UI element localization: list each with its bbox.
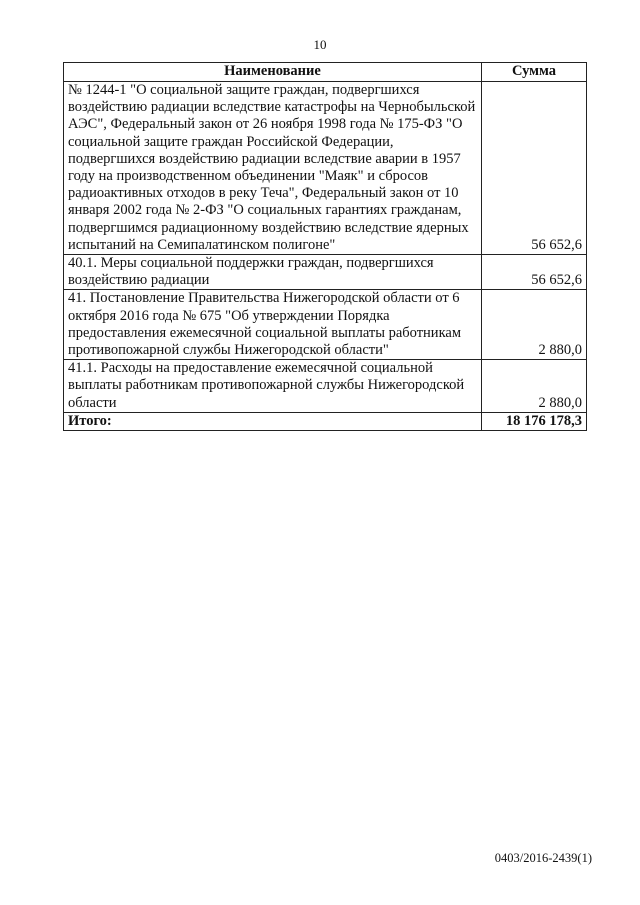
row-amount: 56 652,6: [482, 82, 587, 255]
budget-table: [63, 62, 587, 431]
header-name: Наименование: [64, 63, 482, 82]
row-amount: 56 652,6: [482, 255, 587, 290]
document-code: 0403/2016-2439(1): [494, 851, 592, 865]
page-number: 10: [313, 37, 327, 52]
row-amount: 2 880,0: [482, 360, 587, 413]
row-name: 41. Постановление Правительства Нижегородской области от 6 октября 2016 года № 675 "Об утверждении Порядка предоставления ежемесячной социальной выплаты работникам противопожарной службы Нижегородской области": [64, 290, 482, 360]
row-name: 40.1. Меры социальной поддержки граждан, подвергшихся воздействию радиации: [64, 255, 482, 290]
row-amount: 2 880,0: [482, 290, 587, 360]
total-label: Итого:: [64, 412, 482, 430]
table-row: [64, 290, 587, 360]
table-header-row: [64, 63, 587, 82]
row-name: № 1244-1 "О социальной защите граждан, подвергшихся воздействию радиации вследствие катастрофы на Чернобыльской АЭС", Федеральный закон от 26 ноября 1998 года № 175-ФЗ "О социальной защите граждан Российской Федерации, подвергшихся воздействию радиации вследствие аварии в 1957 году на производственном объединении "Маяк" и сбросов радиоактивных отходов в реку Теча", Федеральный закон от 10 января 2002 года № 2-ФЗ "О социальных гарантиях гражданам, подвергшимся радиационному воздействию вследствие ядерных испытаний на Семипалатинском полигоне": [64, 82, 482, 255]
total-amount: 18 176 178,3: [482, 412, 587, 430]
row-name: 41.1. Расходы на предоставление ежемесячной социальной выплаты работникам противопожарной службы Нижегородской области: [64, 360, 482, 413]
total-row: [64, 412, 587, 430]
table-row: [64, 360, 587, 413]
table-row: [64, 255, 587, 290]
header-sum: Сумма: [482, 63, 587, 82]
table-row: [64, 82, 587, 255]
